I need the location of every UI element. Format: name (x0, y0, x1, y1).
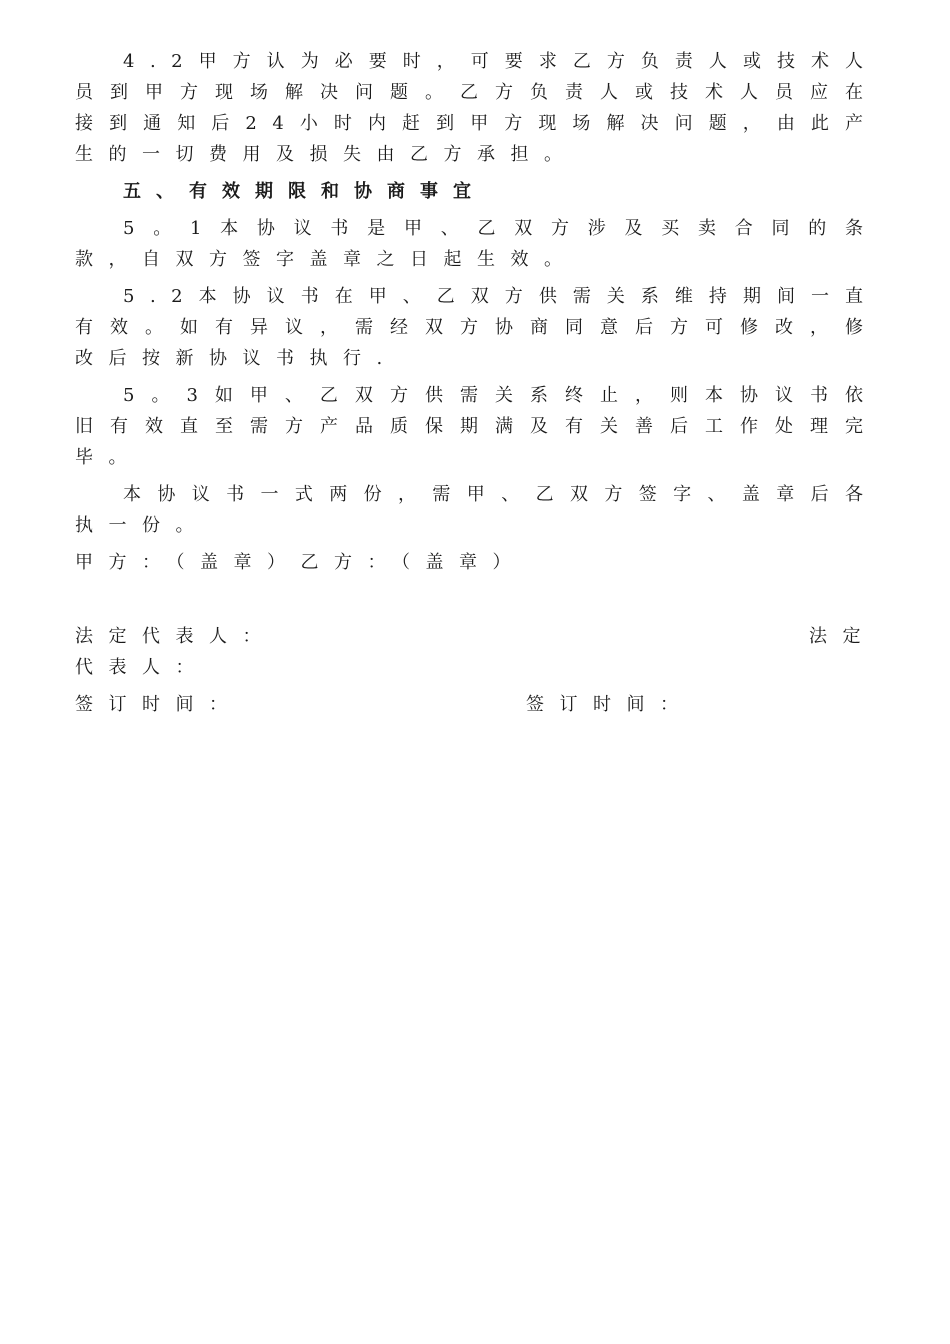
party-stamp-line: 甲方：（盖章）乙方：（盖章） (75, 552, 526, 573)
legal-rep-right-part1: 法定 (809, 626, 876, 647)
signing-date-row (75, 689, 863, 720)
copies-clause: 本协议书一式两份，需甲、乙双方签字、盖章后各执一份。 (75, 484, 879, 536)
signing-date-right: 签订时间： (526, 694, 694, 715)
legal-rep-left: 法定代表人： (75, 626, 276, 647)
section-5-title: 五、有效期限和协商事宜 (123, 181, 486, 202)
clause-5-2: 5.2本协议书在甲、乙双方供需关系维持期间一直有效。如有异议，需经双方协商同意后方可修改，修改后按新协议书执行. (75, 286, 879, 369)
clause-4-2: 4.2甲方认为必要时，可要求乙方负责人或技术人员到甲方现场解决问题。乙方负责人或技术人员应在接到通知后24小时内赶到甲方现场解决问题，由此产生的一切费用及损失由乙方承担。 (75, 51, 879, 165)
legal-rep-right-part2: 代表人： (75, 657, 209, 678)
signing-date-left: 签订时间： (75, 694, 243, 715)
clause-5-3: 5。3如甲、乙双方供需关系终止，则本协议书依旧有效直至需方产品质保期满及有关善后工作处理完毕。 (75, 385, 879, 468)
document-page (75, 46, 879, 720)
legal-rep-continued (75, 652, 863, 683)
clause-5-1: 5。1本协议书是甲、乙双方涉及买卖合同的条款，自双方签字盖章之日起生效。 (75, 218, 879, 270)
legal-rep-row (75, 621, 876, 652)
